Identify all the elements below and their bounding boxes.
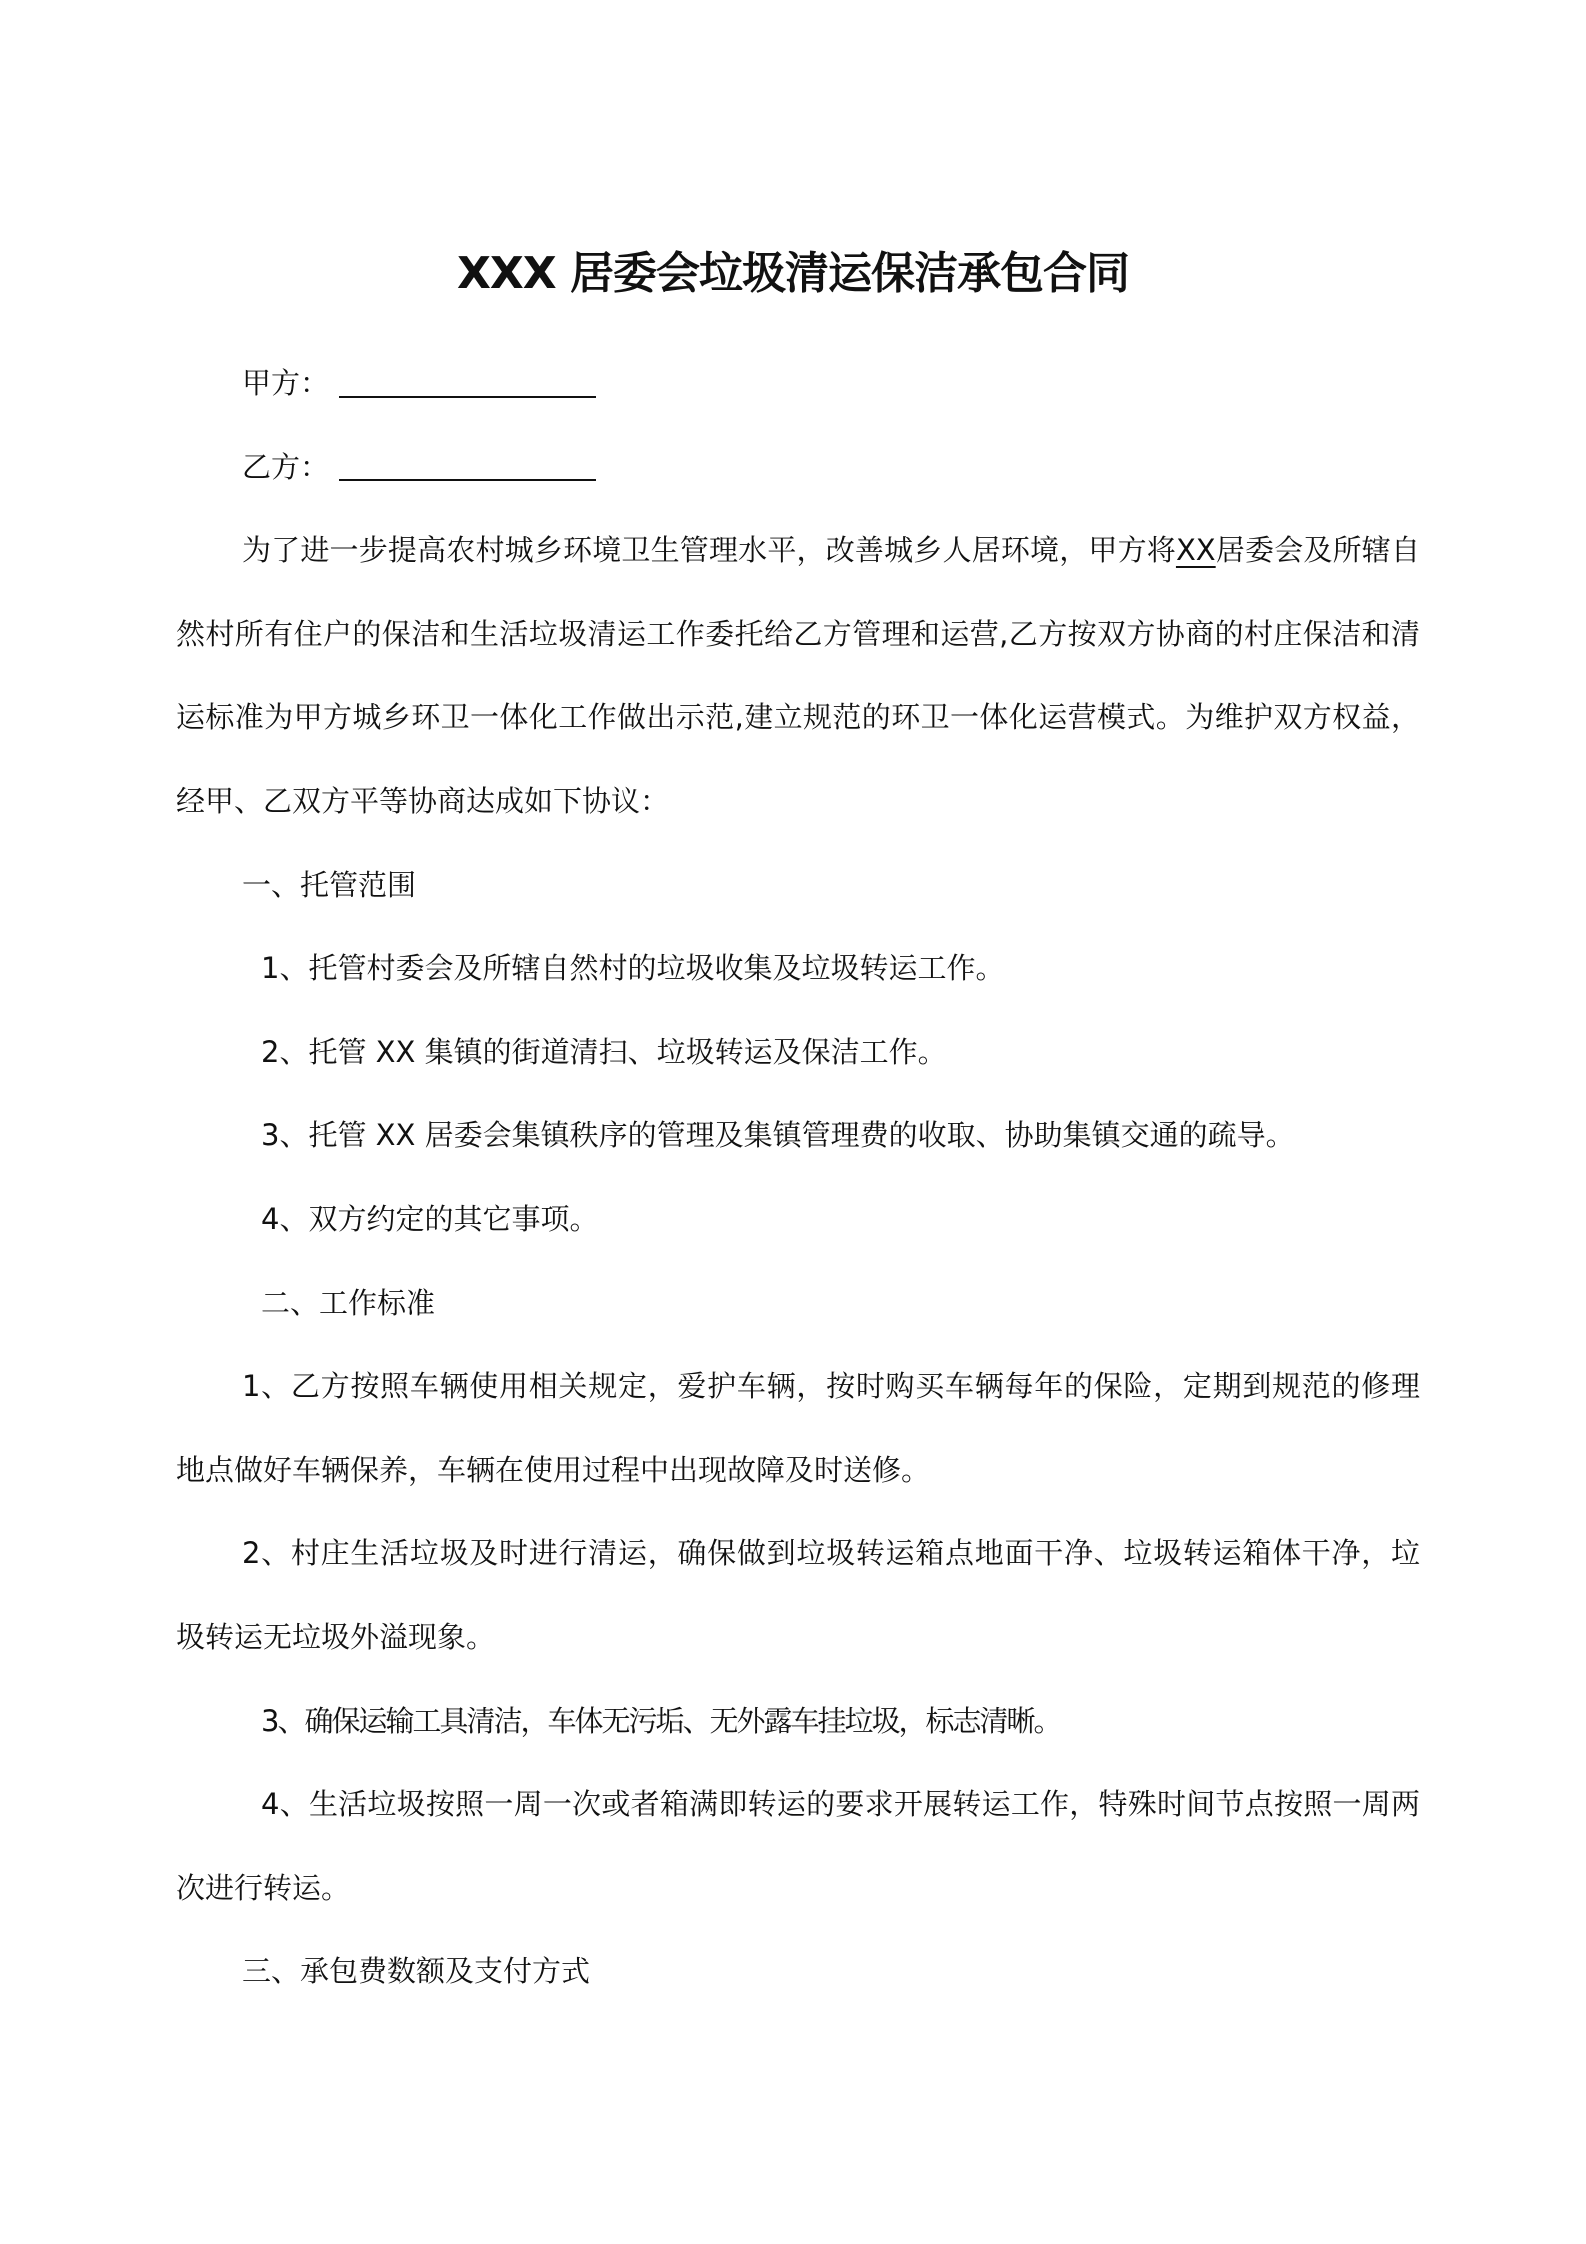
document-title: XXX 居委会垃圾清运保洁承包合同 [456, 248, 1130, 299]
party-b-label: 乙方： [242, 449, 330, 484]
section1-heading: 一、托管范围 [242, 867, 417, 902]
party-b-blank [339, 453, 596, 481]
intro-underlined-xx: XX [1175, 533, 1216, 568]
document-body [176, 342, 1420, 2014]
intro-text-pre: 为了进一步提高农村城乡环境卫生管理水平，改善城乡人居环境，甲方将 [242, 533, 1176, 568]
section1-item: 4、双方约定的其它事项。 [261, 1201, 599, 1236]
section3-heading: 三、承包费数额及支付方式 [242, 1954, 591, 1989]
section2-heading: 二、工作标准 [261, 1285, 436, 1320]
party-a-line [176, 342, 1420, 426]
section2-item: 4、生活垃圾按照一周一次或者箱满即转运的要求开展转运工作，特殊时间节点按照一周两次进行转运。 [176, 1787, 1420, 1905]
section2-item: 3、确保运输工具清洁，车体无污垢、无外露车挂垃圾，标志清晰。 [261, 1703, 1061, 1738]
intro-paragraph [176, 509, 1420, 843]
intro-text-post: 居委会及所辖自然村所有住户的保洁和生活垃圾清运工作委托给乙方管理和运营,乙方按双方协商的村庄保洁和清运标准为甲方城乡环卫一体化工作做出示范,建立规范的环卫一体化运营模式。为维护双方权益，经甲、乙双方平等协商达成如下协议： [176, 533, 1420, 818]
section1-item: 1、托管村委会及所辖自然村的垃圾收集及垃圾转运工作。 [261, 951, 1005, 986]
section2-item: 1、乙方按照车辆使用相关规定，爱护车辆，按时购买车辆每年的保险，定期到规范的修理地点做好车辆保养，车辆在使用过程中出现故障及时送修。 [176, 1369, 1420, 1487]
party-a-blank [339, 370, 596, 398]
party-b-line [176, 426, 1420, 510]
section1-item: 2、托管 XX 集镇的街道清扫、垃圾转运及保洁工作。 [261, 1034, 947, 1069]
section1-item: 3、托管 XX 居委会集镇秩序的管理及集镇管理费的收取、协助集镇交通的疏导。 [261, 1118, 1295, 1153]
party-a-label: 甲方： [242, 366, 330, 400]
section2-item: 2、村庄生活垃圾及时进行清运，确保做到垃圾转运箱点地面干净、垃圾转运箱体干净，垃圾转运无垃圾外溢现象。 [176, 1536, 1420, 1654]
